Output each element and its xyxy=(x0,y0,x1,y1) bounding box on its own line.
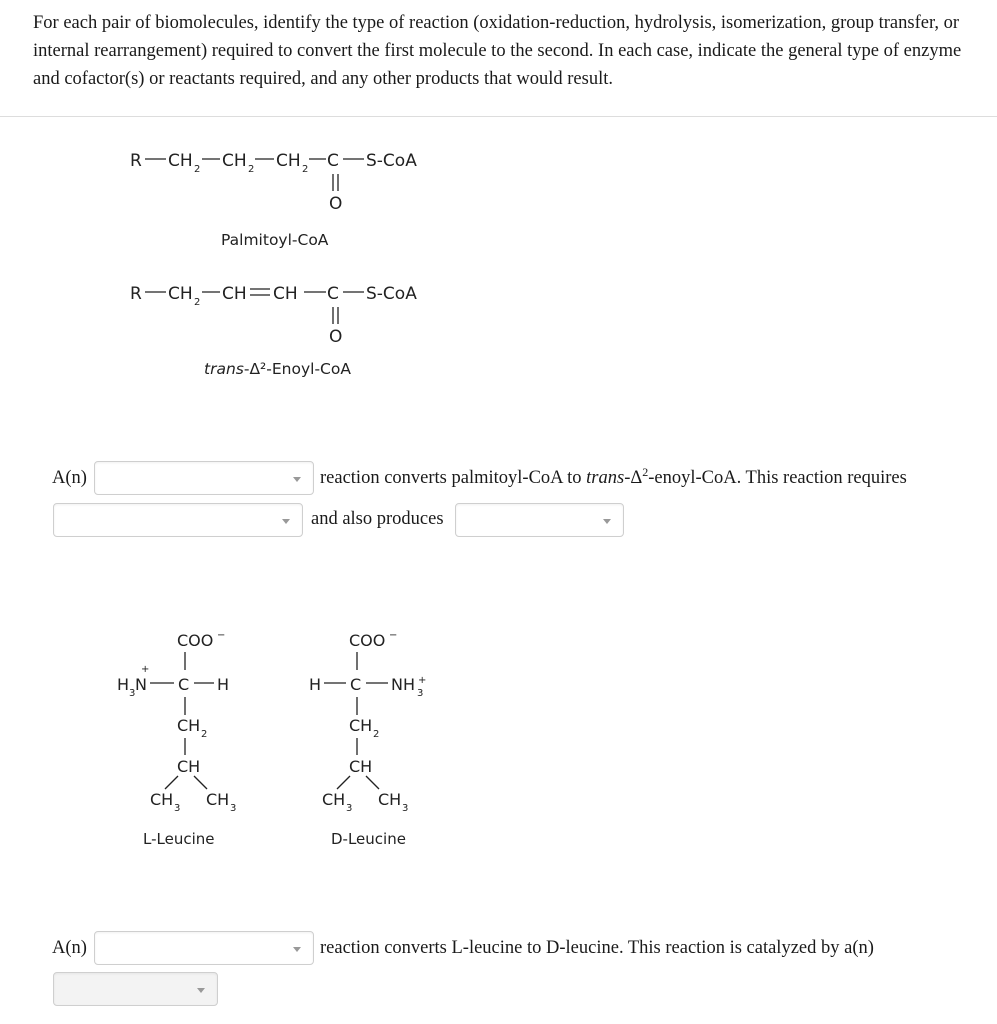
palmitoyl-coa-structure xyxy=(130,151,417,249)
svg-text:CH: CH xyxy=(349,716,373,735)
svg-text:H: H xyxy=(309,675,322,694)
chevron-down-icon xyxy=(282,519,290,524)
question-text: For each pair of biomolecules, identify the type of reaction (oxidation-reduction, hydrolysis, isomerization, group transfer, or internal rearrangement) required to convert the first molecule to the second. In each case, indicate the general type of enzyme and cofactor(s) or reactants required, and any other products that would result. xyxy=(33,13,962,89)
sentence-2: reaction converts L-leucine to D-leucine. This reaction is catalyzed by a(n) xyxy=(320,938,874,958)
chevron-down-icon xyxy=(293,477,301,482)
r-group: R xyxy=(130,151,142,171)
svg-text:COO: COO xyxy=(349,631,386,650)
produces-dropdown[interactable] xyxy=(455,503,624,537)
l-leucine-structure xyxy=(117,630,236,848)
svg-text:CH: CH xyxy=(206,790,230,809)
svg-text:2: 2 xyxy=(194,164,201,175)
palmitoyl-coa-label: Palmitoyl-CoA xyxy=(221,231,329,249)
svg-text:+: + xyxy=(418,675,427,686)
prefix-label-2: A(n) xyxy=(52,938,87,958)
and-also-produces-label: and also produces xyxy=(311,509,444,529)
svg-text:H: H xyxy=(217,675,230,694)
svg-text:CH: CH xyxy=(177,757,201,776)
svg-text:3: 3 xyxy=(174,803,181,814)
svg-text:COO: COO xyxy=(177,631,214,650)
sentence-1: reaction converts palmitoyl-CoA to trans-$\Delta^2-enoyl$-CoA. This reaction requires xyxy=(320,464,907,488)
enoyl-coa-structure xyxy=(130,284,417,378)
svg-text:C: C xyxy=(178,675,190,694)
svg-text:CH: CH xyxy=(222,151,247,171)
reaction-type-dropdown-2[interactable] xyxy=(94,931,314,965)
svg-text:CH: CH xyxy=(150,790,174,809)
svg-text:3: 3 xyxy=(346,803,353,814)
svg-text:CH: CH xyxy=(378,790,402,809)
svg-text:2: 2 xyxy=(302,164,309,175)
chevron-down-icon xyxy=(197,988,205,993)
carbonyl-oxygen: O xyxy=(329,194,343,214)
svg-text:2: 2 xyxy=(373,729,380,740)
svg-text:3: 3 xyxy=(402,803,409,814)
d-leucine-label: D-Leucine xyxy=(331,830,406,848)
svg-text:CH: CH xyxy=(276,151,301,171)
prefix-label-1: A(n) xyxy=(52,468,87,488)
svg-text:CH: CH xyxy=(168,284,193,304)
svg-text:CH: CH xyxy=(349,757,373,776)
svg-text:H: H xyxy=(117,675,130,694)
svg-text:CH: CH xyxy=(222,284,247,304)
svg-text:−: − xyxy=(217,630,226,641)
svg-text:3: 3 xyxy=(129,688,136,699)
chevron-down-icon xyxy=(293,947,301,952)
svg-text:O: O xyxy=(329,327,343,347)
enoyl-coa-label: trans-Δ²-Enoyl-CoA xyxy=(204,360,351,378)
svg-text:2: 2 xyxy=(248,164,255,175)
svg-text:3: 3 xyxy=(230,803,237,814)
svg-text:−: − xyxy=(389,630,398,641)
svg-text:NH: NH xyxy=(391,675,415,694)
d-leucine-structure xyxy=(309,630,426,848)
carbonyl-carbon: C xyxy=(327,151,339,171)
svg-text:C: C xyxy=(350,675,362,694)
svg-text:2: 2 xyxy=(201,729,208,740)
svg-text:CH: CH xyxy=(177,716,201,735)
s-coa: S-CoA xyxy=(366,151,417,171)
enzyme-dropdown[interactable] xyxy=(53,972,218,1006)
svg-text:CH: CH xyxy=(273,284,298,304)
svg-text:R: R xyxy=(130,284,142,304)
svg-text:2: 2 xyxy=(194,297,201,308)
svg-text:CH: CH xyxy=(322,790,346,809)
svg-text:+: + xyxy=(141,664,150,675)
requires-dropdown[interactable] xyxy=(53,503,303,537)
svg-text:C: C xyxy=(327,284,339,304)
svg-text:CH: CH xyxy=(168,151,193,171)
reaction-type-dropdown-1[interactable] xyxy=(94,461,314,495)
svg-text:N: N xyxy=(135,675,147,694)
svg-text:3: 3 xyxy=(417,688,424,699)
chevron-down-icon xyxy=(603,519,611,524)
svg-text:S-CoA: S-CoA xyxy=(366,284,417,304)
l-leucine-label: L-Leucine xyxy=(143,830,215,848)
